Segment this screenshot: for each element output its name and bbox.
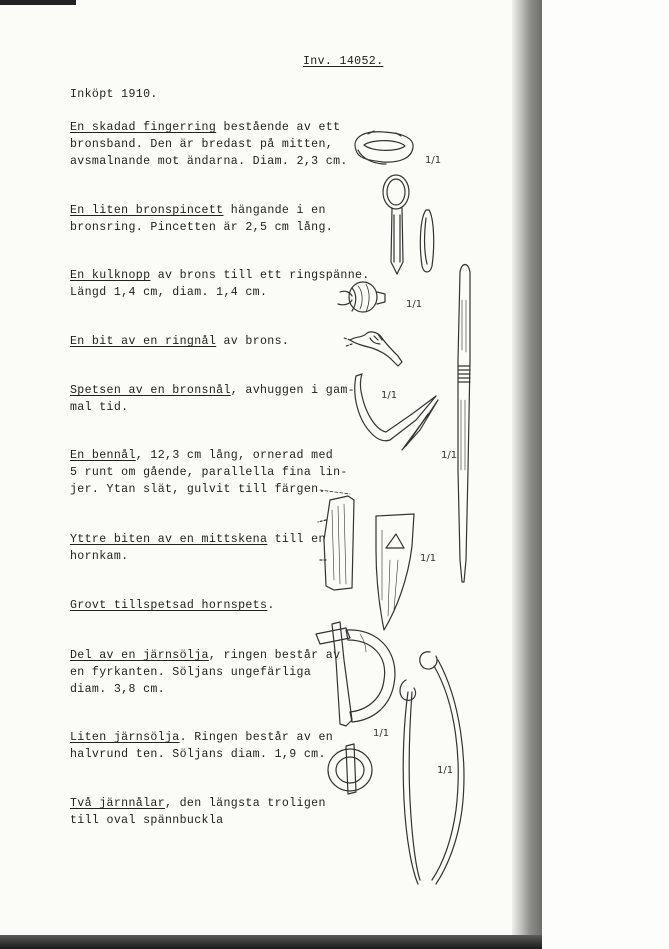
scale-label: 1/1: [437, 765, 454, 776]
entry-line: hornkam.: [70, 550, 129, 563]
entry-title: En bit av en ringnål: [70, 335, 217, 348]
entry-text: . Ringen består av en: [179, 731, 334, 744]
entry-line: bronsring. Pincetten är 2,5 cm lång.: [70, 221, 334, 234]
entry-text: hängande i en: [223, 204, 326, 217]
jarnsolja-del-drawing: [316, 622, 395, 726]
entry-line: en fyrkanten. Söljans ungefärliga: [70, 666, 312, 679]
entry-text: till en: [267, 533, 326, 546]
entry-text: av brons.: [216, 335, 290, 348]
inventory-number: Inv. 14052.: [303, 55, 384, 68]
scale-label: 1/1: [406, 299, 423, 310]
entry-line: diam. 3,8 cm.: [70, 683, 165, 696]
scale-label: 1/1: [420, 553, 437, 564]
entry-line: mal tid.: [70, 401, 129, 414]
entry-line: Längd 1,4 cm, diam. 1,4 cm.: [70, 286, 268, 299]
entry-title: En kulknopp: [70, 269, 151, 282]
liten-jarnsolja-drawing: [328, 744, 372, 794]
entry-title: Liten järnsölja: [70, 731, 180, 744]
entry-text: , ringen består av: [208, 649, 341, 662]
entry-line: 5 runt om gående, parallella fina lin-: [70, 466, 348, 479]
kulknopp-drawing: [338, 282, 385, 312]
entry-title: Yttre biten av en mittskena: [70, 533, 268, 546]
entry-title: En liten bronspincett: [70, 204, 224, 217]
scale-label: 1/1: [425, 155, 442, 166]
fingerring-drawing: [355, 131, 413, 164]
entry-text: , avhuggen i gam-: [230, 384, 355, 397]
entry-title: Grovt tillspetsad hornspets: [70, 599, 268, 612]
entry-text: .: [267, 599, 275, 612]
scale-label: 1/1: [441, 450, 458, 461]
entry-text: , den längsta troligen: [165, 797, 326, 810]
entry-line: till oval spännbuckla: [70, 814, 224, 827]
purchase-note: Inköpt 1910.: [70, 88, 158, 101]
entry-text: bestående av ett: [216, 121, 341, 134]
entry-text: av brons till ett ringspänne.: [150, 269, 370, 282]
mittskena-drawing: [318, 490, 354, 590]
entry-text: , 12,3 cm lång, ornerad med: [135, 449, 334, 462]
bennal-drawing: [458, 265, 470, 583]
ringnal-bit-drawing: [344, 332, 402, 366]
entry-line: halvrund ten. Söljans diam. 1,9 cm.: [70, 748, 326, 761]
scale-label: 1/1: [381, 390, 398, 401]
entry-title: Del av en järnsölja: [70, 649, 209, 662]
entry-title: Två järnnålar: [70, 797, 165, 810]
bronspincett-drawing: [383, 175, 434, 274]
entry-title: En skadad fingerring: [70, 121, 217, 134]
bronsnal-spets-drawing: [355, 374, 438, 450]
entry-title: Spetsen av en bronsnål: [70, 384, 231, 397]
entry-line: bronsband. Den är bredast på mitten,: [70, 138, 334, 151]
hornspets-drawing: [376, 514, 414, 630]
scale-label: 1/1: [373, 728, 390, 739]
entry-title: En bennål: [70, 449, 136, 462]
entry-line: jer. Ytan slät, gulvit till färgen.: [70, 483, 326, 496]
entry-line: avsmalnande mot ändarna. Diam. 2,3 cm.: [70, 155, 348, 168]
jarnnalar-drawing: [400, 652, 464, 884]
